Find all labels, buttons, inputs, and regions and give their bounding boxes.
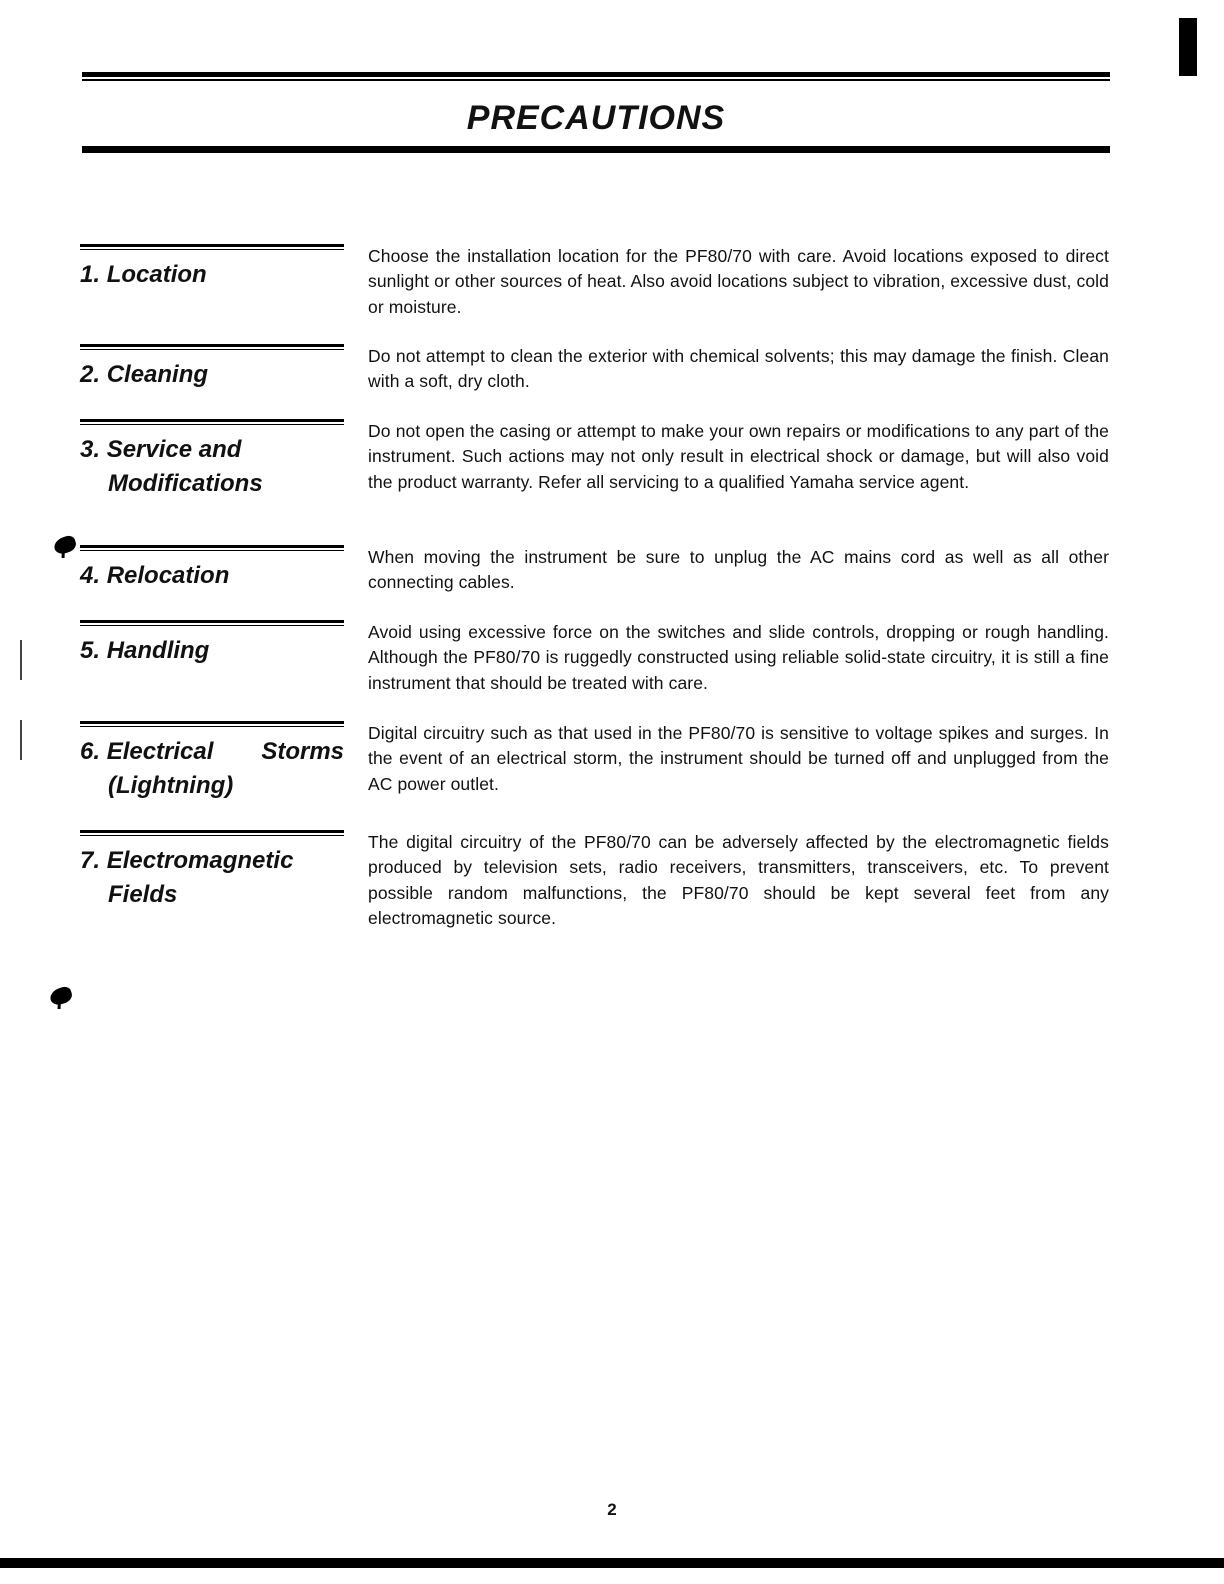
section-rule — [80, 344, 344, 350]
page-title: PRECAUTIONS — [466, 99, 726, 137]
section-number: 4. — [80, 562, 101, 589]
title-bottom-rule — [82, 144, 1110, 153]
section-body: Do not attempt to clean the exterior with chemical solvents; this may damage the finish. Clean with a soft, dry cloth. — [368, 346, 1109, 392]
section-rule — [80, 721, 344, 727]
section-heading — [80, 844, 344, 912]
section-title: Handling — [106, 637, 210, 664]
section-number: 6. — [80, 738, 101, 765]
scan-speck — [20, 720, 22, 760]
section-title: Electrical — [106, 738, 214, 765]
section-number: 3. — [80, 436, 101, 463]
section-body: The digital circuitry of the PF80/70 can be adversely affected by the electromagnetic fields produced by television sets, radio receivers, transmitters, transceivers, etc. To prevent possible random malfunctions, the PF80/70 should be kept several feet from any electromagnetic source. — [368, 832, 1109, 929]
margin-bullet-mark — [52, 534, 78, 556]
section-title-line2: Fields — [108, 881, 178, 908]
section-heading — [80, 358, 344, 392]
section-title: Service and — [106, 436, 242, 463]
bottom-edge-bar — [0, 1558, 1224, 1568]
section-title-line2: (Lightning) — [108, 772, 234, 799]
section-title-line2: Modifications — [108, 470, 263, 497]
page-number: 2 — [607, 1500, 617, 1519]
margin-bullet-mark — [48, 985, 74, 1007]
section-heading — [80, 735, 344, 803]
section-title: Electromagnetic — [106, 847, 294, 874]
section-body: Digital circuitry such as that used in the PF80/70 is sensitive to voltage spikes and surges. In the event of an electrical storm, the instrument should be turned off and unplugged from the AC power outlet. — [368, 723, 1109, 794]
section-rule — [80, 545, 344, 551]
page-edge-marker — [1179, 18, 1197, 76]
section-title-word: Storms — [261, 738, 344, 765]
scan-speck — [20, 640, 22, 680]
section-rule — [80, 419, 344, 425]
title-top-rule — [82, 72, 1110, 81]
section-body: Choose the installation location for the PF80/70 with care. Avoid locations exposed to direct sunlight or other sources of heat. Also avoid locations subject to vibration, excessive dust, cold or moisture. — [368, 246, 1109, 317]
section-rule — [80, 620, 344, 626]
section-body: Do not open the casing or attempt to make your own repairs or modifications to any part of the instrument. Such actions may not only result in electrical shock or damage, but will also void the product warranty. Refer all servicing to a qualified Yamaha service agent. — [368, 421, 1109, 492]
section-heading — [80, 634, 344, 668]
section-title: Location — [106, 261, 207, 288]
section-number: 5. — [80, 637, 101, 664]
section-heading — [80, 258, 344, 292]
section-heading — [80, 433, 344, 501]
section-body: Avoid using excessive force on the switches and slide controls, dropping or rough handling. Although the PF80/70 is ruggedly constructed using reliable solid-state circuitry, it is still a fine instrument that should be treated with care. — [368, 622, 1109, 693]
section-heading — [80, 559, 344, 593]
section-rule — [80, 830, 344, 836]
section-title: Cleaning — [106, 361, 209, 388]
section-rule — [80, 244, 344, 250]
section-number: 7. — [80, 847, 101, 874]
section-number: 2. — [80, 361, 101, 388]
section-body: When moving the instrument be sure to unplug the AC mains cord as well as all other connecting cables. — [368, 547, 1109, 593]
section-title: Relocation — [106, 562, 230, 589]
section-number: 1. — [80, 261, 101, 288]
